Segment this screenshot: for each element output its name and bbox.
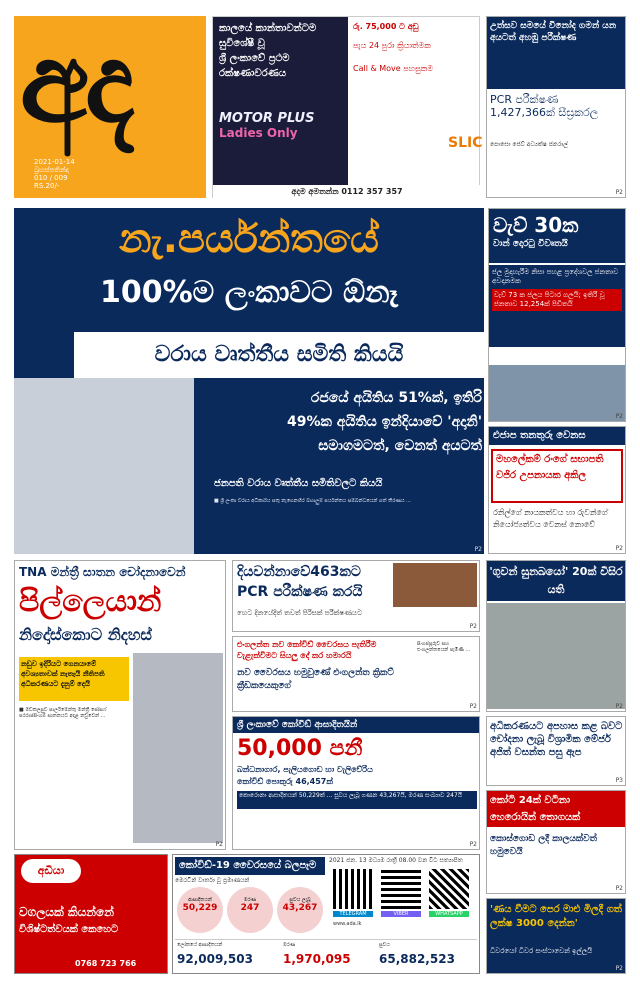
ad-hours: පැය 24 පුරා ක්‍රියාත්මක — [353, 41, 431, 50]
ad-bottom-phone[interactable]: 0768 723 766 — [75, 959, 137, 968]
stat-cases-label: ආසාදිතයන් — [188, 897, 212, 903]
england-side: සිංගප්පූරුව සහ එංගලන්තයෙන් පැමිණි ... — [417, 641, 471, 653]
bottom-advertisement[interactable] — [14, 854, 168, 974]
page-tag: P2 — [469, 623, 477, 630]
fish-h: 'ණය වීමට පෙර මාළු මිලදී ගත් ලක්ෂ 3000 දෙන්න' — [490, 904, 622, 929]
page-tag: P2 — [615, 885, 623, 892]
page-tag: P2 — [474, 546, 482, 553]
main-body: ■ ශ්‍රී ලංකා වරාය අධිකාරිය සතු නැගෙනහිර බහාලුම් පර්යන්තය සම්බන්ධයෙන් ගත් තීරණය ... — [214, 498, 411, 504]
diya-sub: හෙට දිනයේදීත් තවත් පිරිසක් පරීක්ෂණයට — [237, 609, 362, 617]
qr-telegram-icon[interactable] — [333, 869, 373, 909]
wewa-h1: වැව් 30ක — [493, 213, 579, 237]
ad-line1: කාලයේ කාන්තාවන්ටම — [219, 23, 317, 34]
ad-brand: MOTOR PLUS — [219, 111, 315, 126]
contempt-story[interactable] — [486, 716, 626, 786]
qr-viber-label[interactable]: VIBER — [381, 911, 421, 917]
tna-top: TNA මන්ත්‍රී සාතන චෝදනාවෙන් — [19, 565, 186, 579]
site-url[interactable]: www.ada.lk — [333, 921, 362, 927]
heroin-h2: හෙරොයින් තොගයක් — [490, 812, 581, 823]
stat-deaths — [227, 887, 273, 933]
diya-h2: PCR පරීක්ෂණ කරයි — [237, 584, 363, 600]
ad-brand2: Ladies Only — [219, 126, 298, 140]
stat-cases — [177, 887, 223, 933]
price: RS.20/- — [34, 182, 60, 190]
tna-big: පිල්ලෙයාන් — [19, 584, 162, 619]
wewa-red: ජල මුදාහැරීම නිසා පහළ ප්‍රදේශවල ජනතාව අවදානමක — [492, 268, 619, 285]
side-top-pcr: PCR පරීක්ෂණ 1,427,366ක් සීඝ්‍රකරල — [490, 93, 599, 119]
wewa-h2: වාන් දොරටු විවෘතයි — [493, 239, 568, 249]
tna-photo — [133, 653, 223, 843]
day: බ්‍රහස්පතින්දා — [34, 166, 69, 174]
unp-sub: රනිල්ගේ නායකත්වය හා රුවන්ගේ නියෝජ්‍යත්වය වෙනස් නොවේ — [493, 508, 608, 529]
stats-title: කෝවිඩ්-19 වෛරසයේ බලපෑම — [175, 857, 325, 875]
ad-phone[interactable]: අදම අමතන්න 0112 357 357 — [213, 185, 481, 199]
dogs-h: 'ගුවන් සුනඛයෝ' 20ක් විසිර යති — [487, 561, 625, 601]
main-headline-1: නැ.පර්යන්තයේ — [119, 216, 379, 262]
tna-yellow: නඩුව ඉදිරියට ගෙනයාමේ අවශ්‍යතාවක් නැතැයි නීතිපති අධිකරණයට දැනුම් දෙයි — [19, 657, 129, 701]
world-deaths-value: 1,970,095 — [283, 952, 351, 966]
heroin-h1: කෝටි 24ක් වටිනා — [490, 795, 571, 806]
wewa-info — [489, 265, 625, 347]
stat-deaths-value: 247 — [240, 903, 260, 913]
ad-line2: සුවිශේෂී වූ — [219, 38, 265, 49]
side-top-sub: පොසො ජෙව් අධ්‍යක්ෂ ජනරාල් — [490, 141, 568, 148]
heroin-header — [487, 791, 625, 827]
qr-whatsapp-icon[interactable] — [429, 869, 469, 909]
main-headline-4 — [184, 386, 482, 458]
main-headline-4c: සමාගමටත්, වෙනත් අයටත් — [318, 438, 482, 454]
wewa-story[interactable] — [488, 208, 626, 422]
wewa-blue: වැව් 73 ක ජලය පිටාර ගලයි; ඉතිරි වූ ජනතාව 12,254ක් පිඩිතයි — [492, 289, 622, 311]
tna-story[interactable] — [14, 560, 226, 850]
ad-brand-logo: අඩියා — [21, 859, 81, 883]
wewa-header — [489, 209, 625, 263]
ad-callmove: Call & Move පහසුකම — [353, 64, 433, 73]
heroin-sub: කොස්ගොඩ ලදී කාලයක්වත් හමුවෙයි — [490, 834, 597, 857]
stat-deaths-label: මරණ — [243, 897, 257, 903]
stat-recovered-label: සුවය ලැබූ — [289, 897, 311, 903]
covid-sub1: බන්ධනාගාර, පැලියගොඩ හා වැලිවේරිය — [237, 765, 373, 774]
england-story[interactable] — [232, 636, 480, 712]
tna-body: ■ මඩකලපුව පාර්ලිමේන්තු මන්ත්‍රී ජෝසෆ් පරරාජසිංහම් ඝාතනයට අදාළ නඩුවෙන් ... — [19, 707, 107, 719]
ad-line3: ශ්‍රී ලංකාවේ ප්‍රථම — [219, 53, 290, 64]
ad-amount: රු. 75,000 ට අඩු — [353, 22, 419, 31]
unp-top: එජාප තනතුරු වෙනස — [489, 427, 625, 445]
world-recovered-label: සුවය — [379, 942, 390, 948]
ad-bottom-h2: විශිෂ්ටත්වයක් කෙහෙට — [19, 924, 119, 935]
page-tag: P2 — [469, 841, 477, 848]
logo: අද — [20, 18, 131, 148]
world-recovered-value: 65,882,523 — [379, 952, 455, 966]
fish-sub: ධීවරයෝ ධීවර සංස්ථාවෙන් ඉල්ලයි — [490, 947, 593, 955]
stats-subtitle: මෙරටින් වාර්තා වූ ප්‍රමාණයන් — [175, 877, 250, 884]
qr-viber-icon[interactable] — [381, 869, 421, 909]
england-sub: නව වෛරසය හමුවුණේ එංගලන්ත ක්‍රිකට් ක්‍රීඩකයෙකුගේ — [237, 668, 394, 691]
page-tag: P2 — [615, 189, 623, 196]
president-photo — [14, 378, 194, 554]
side-top-head: උත්සව සමයේ විනෝද ගමන් යන අයටත් අහඹු පරීක්ෂණ — [487, 17, 625, 89]
diyawanna-story[interactable] — [232, 560, 480, 632]
ad-line4: රක්ෂණාවරණය — [219, 68, 287, 79]
diya-h1: දියවන්නාවේ463කට — [237, 564, 361, 580]
world-stats — [175, 939, 477, 973]
covid-stats-box — [172, 854, 480, 974]
date: 2021-01-14 — [34, 158, 75, 166]
fish-story[interactable] — [486, 898, 626, 974]
side-top-story[interactable] — [486, 16, 626, 198]
world-cases-label: ලෝකයේ ආසාදිතයන් — [177, 942, 223, 948]
parliament-photo — [393, 563, 477, 607]
ad-bottom-h1: වගලයක් කියන්නේ — [19, 905, 114, 919]
stat-recovered-value: 43,267 — [282, 903, 318, 913]
dogs-story[interactable] — [486, 560, 626, 712]
tna-sub: නිදෝස්කොට නිදහස් — [19, 625, 152, 644]
stat-cases-value: 50,229 — [182, 903, 218, 913]
wewa-photo — [489, 365, 625, 421]
covid-story[interactable] — [232, 716, 480, 850]
page-tag: P2 — [615, 413, 623, 420]
main-headline-2: 100%ම ලංකාවට ඕනෑ — [100, 275, 398, 310]
stat-recovered — [277, 887, 323, 933]
page-tag: P2 — [615, 965, 623, 972]
stats-update: 2021 ජන. 13 මධ්‍යම රාත්‍රී 08.00 වන විට සත්‍යාපිත — [329, 857, 463, 864]
page-tag: P2 — [615, 703, 623, 710]
main-headline-3: වරාය වෘත්තීය සමිති කියයි — [74, 332, 484, 378]
covid-stats: කොරොනා ආසාදිතයන් 50,229ක් ... සුවය ලැබූ ගණන 43,267යි, මරණ සංඛ්‍යාව 247යි — [237, 791, 477, 809]
main-headline-4b: 49%ක අයිතිය ඉන්දියාවේ 'අදානි' — [286, 414, 482, 430]
world-deaths-label: මරණ — [283, 942, 296, 948]
issue: 010 / 009 — [34, 174, 68, 182]
page-tag: P2 — [215, 841, 223, 848]
contempt-h: අධිකරණයට අපහාස කළ බවට චෝදනා ලැබූ විශ්‍රාමික මේජර් අජිත් වසන්ත පසු ඇප — [490, 721, 623, 758]
page-tag: P2 — [615, 545, 623, 552]
unp-red: මහලේකම් රංගේ සභාපති වජිර උපනායක අකිල — [491, 449, 623, 503]
page-tag: P3 — [615, 777, 623, 784]
heroin-story[interactable] — [486, 790, 626, 894]
main-lead-story[interactable] — [14, 208, 484, 554]
page-tag: P2 — [469, 703, 477, 710]
world-cases-value: 92,009,503 — [177, 952, 253, 966]
covid-big: 50,000 පනී — [237, 736, 363, 761]
qr-telegram-label[interactable]: TELEGRAM — [333, 911, 373, 917]
main-subhead: ජනපති වරාය වෘත්තීය සමිතිවලට කියයි — [214, 478, 383, 489]
masthead-logo-area — [14, 16, 206, 198]
unp-story[interactable] — [488, 426, 626, 554]
dogs-photo — [487, 603, 625, 709]
top-advertisement[interactable] — [212, 16, 483, 198]
england-h: එංගලන්ත නව කෝවිඩ් වෛරසය පැතිරීම වැළැක්වීමට සියලු දේ කර හමාරයි — [237, 640, 377, 660]
qr-whatsapp-label[interactable]: WHATSAPP — [429, 911, 469, 917]
main-headline-4a: රජයේ අයිතිය 51%ක්, ඉතිරි — [310, 390, 482, 406]
slic-logo: SLIC — [448, 135, 483, 151]
covid-sub2: කෝවිඩ් පොකුරු 46,457ක් — [237, 777, 333, 786]
masthead-date-block — [34, 158, 75, 190]
covid-h: ශ්‍රී ලංකාවේ කෝවිඩ් ආසාදිතයින් — [233, 717, 479, 733]
